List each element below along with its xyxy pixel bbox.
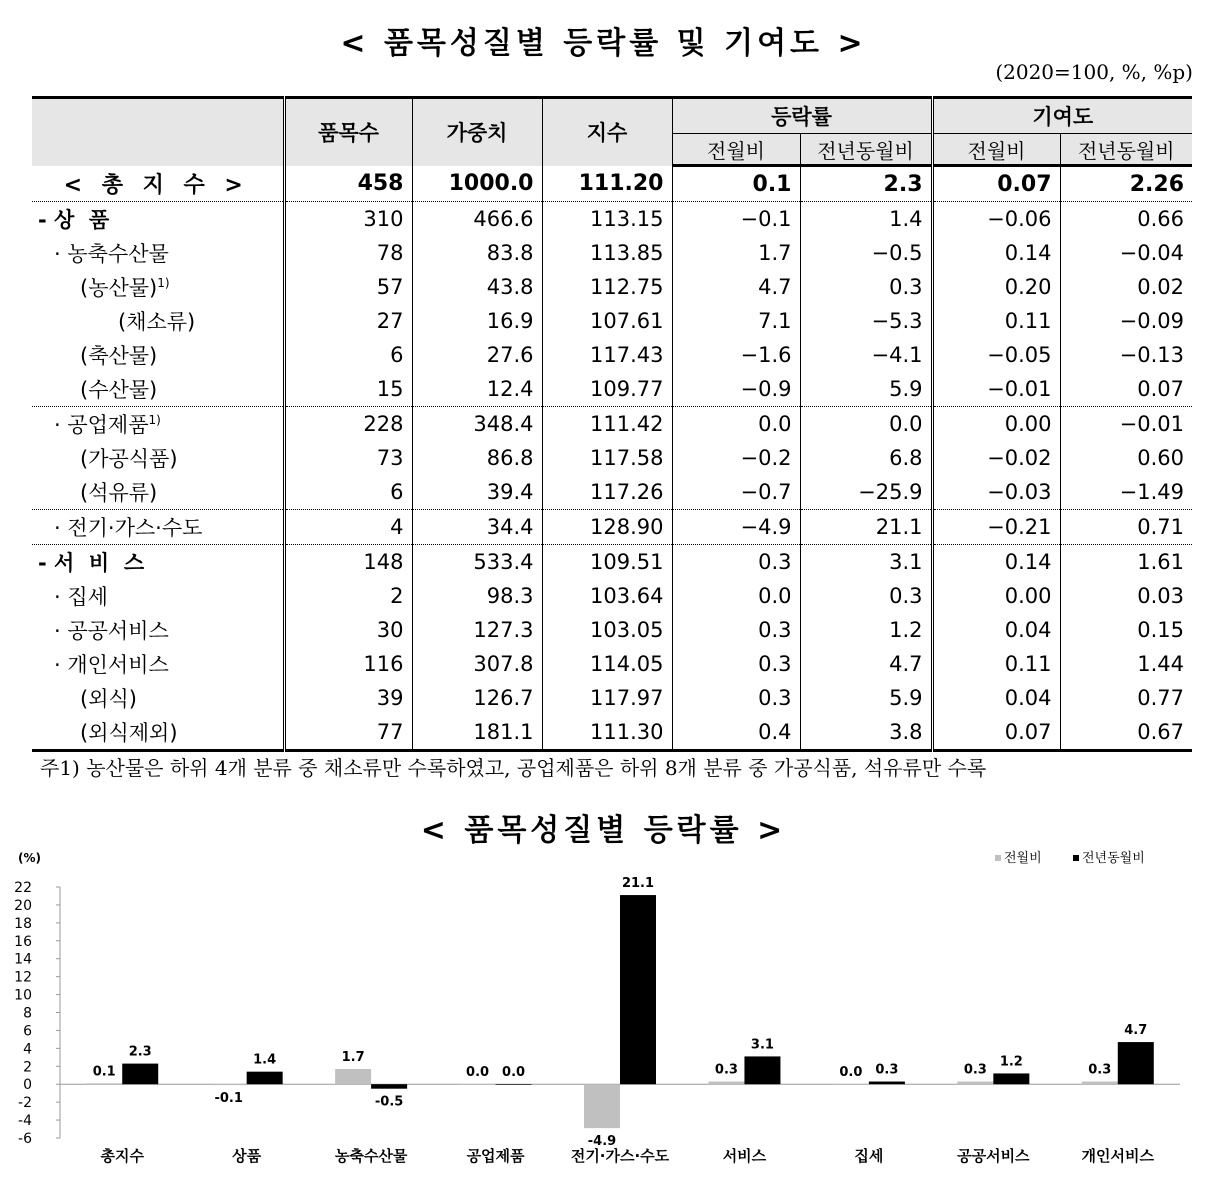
cell-change-mom: 0.0 <box>672 579 800 613</box>
bar-yoy <box>122 1064 158 1085</box>
cell-index: 128.90 <box>542 510 672 545</box>
bar-yoy <box>744 1056 780 1084</box>
cell-change-yoy: 3.1 <box>800 545 932 580</box>
cell-index: 117.58 <box>542 441 672 475</box>
y-tick-label: 6 <box>23 1023 32 1040</box>
cell-contrib-yoy: 1.44 <box>1060 647 1192 681</box>
bar-mom <box>1082 1082 1118 1085</box>
row-label-text: (수산물) <box>80 378 158 402</box>
row-label-text: · 공업제품 <box>54 413 149 437</box>
cell-weight: 98.3 <box>412 579 542 613</box>
cell-contrib-yoy: 0.66 <box>1060 202 1192 237</box>
y-tick-label: 4 <box>23 1041 32 1058</box>
cell-contrib-yoy: 2.26 <box>1060 166 1192 202</box>
y-tick-label: -4 <box>18 1113 32 1130</box>
cell-contrib-mom: −0.05 <box>932 338 1060 372</box>
bar-mom <box>708 1082 744 1085</box>
cell-contrib-mom: −0.06 <box>932 202 1060 237</box>
cell-contrib-yoy: 1.61 <box>1060 545 1192 580</box>
table-row <box>32 475 1192 510</box>
header-change-mom: 전월비 <box>672 134 800 166</box>
cell-count: 30 <box>284 613 412 647</box>
cell-change-mom: −0.7 <box>672 475 800 510</box>
cell-contrib-yoy: −0.09 <box>1060 304 1192 338</box>
cell-change-mom: 0.3 <box>672 681 800 715</box>
data-label: 0.1 <box>92 1064 116 1080</box>
row-label-text: · 전기·가스·수도 <box>54 516 203 540</box>
cell-change-mom: 7.1 <box>672 304 800 338</box>
row-label <box>32 338 284 372</box>
row-label <box>32 270 284 304</box>
y-tick-label: 16 <box>14 933 32 950</box>
data-label: 1.2 <box>999 1054 1023 1070</box>
table-row <box>32 236 1192 270</box>
row-label-text: (석유류) <box>80 481 158 505</box>
cell-weight: 34.4 <box>412 510 542 545</box>
row-label-text: (외식) <box>80 687 137 711</box>
cell-change-yoy: −4.1 <box>800 338 932 372</box>
category-label: 개인서비스 <box>1081 1147 1155 1165</box>
category-label: 집세 <box>854 1147 884 1165</box>
y-axis-label: (%) <box>18 851 41 865</box>
cell-count: 78 <box>284 236 412 270</box>
cell-change-mom: −4.9 <box>672 510 800 545</box>
bar-yoy <box>1118 1042 1154 1084</box>
cell-weight: 466.6 <box>412 202 542 237</box>
cell-index: 111.20 <box>542 166 672 202</box>
header-index: 지수 <box>542 98 672 166</box>
bar-mom <box>957 1082 993 1085</box>
table-row <box>32 613 1192 647</box>
cell-change-yoy: 3.8 <box>800 715 932 751</box>
y-tick-label: 12 <box>14 969 32 986</box>
table-row <box>32 270 1192 304</box>
footnote: 주1) 농산물은 하위 4개 분류 중 채소류만 수록하였고, 공업제품은 하위 8개 분류 중 가공식품, 석유류만 수록 <box>40 756 987 780</box>
y-tick-label: -6 <box>18 1131 32 1147</box>
table-row <box>32 579 1192 613</box>
bar-yoy <box>869 1082 905 1085</box>
row-label-text: (가공식품) <box>80 447 178 471</box>
y-tick-label: 0 <box>23 1077 32 1094</box>
cell-contrib-yoy: −0.04 <box>1060 236 1192 270</box>
header-row <box>32 98 1192 134</box>
category-label: 공업제품 <box>466 1147 525 1165</box>
row-label-text: - 상 품 <box>38 208 110 232</box>
cell-change-mom: −1.6 <box>672 338 800 372</box>
cell-weight: 39.4 <box>412 475 542 510</box>
y-tick-label: 8 <box>23 1005 32 1022</box>
header-weight: 가중치 <box>412 98 542 166</box>
row-label <box>32 579 284 613</box>
cell-change-mom: 1.7 <box>672 236 800 270</box>
footnote-marker: 1) <box>157 276 170 290</box>
cell-contrib-mom: 0.11 <box>932 647 1060 681</box>
chart-title: < 품목성질별 등락률 > <box>420 813 787 848</box>
data-label: 21.1 <box>621 876 655 892</box>
cell-weight: 27.6 <box>412 338 542 372</box>
table-row <box>32 681 1192 715</box>
price-index-table <box>32 96 1192 752</box>
bar-mom <box>584 1084 620 1128</box>
cell-contrib-yoy: 0.02 <box>1060 270 1192 304</box>
cell-count: 310 <box>284 202 412 237</box>
change-rate-bar-chart <box>0 845 1207 1175</box>
cell-count: 4 <box>284 510 412 545</box>
table-row <box>32 510 1192 545</box>
cell-contrib-mom: 0.14 <box>932 545 1060 580</box>
cell-index: 103.05 <box>542 613 672 647</box>
cell-weight: 348.4 <box>412 407 542 442</box>
cell-change-yoy: 2.3 <box>800 166 932 202</box>
cell-index: 111.42 <box>542 407 672 442</box>
cell-contrib-mom: −0.21 <box>932 510 1060 545</box>
bar-yoy <box>993 1073 1029 1084</box>
cell-count: 57 <box>284 270 412 304</box>
data-label: 2.3 <box>128 1044 152 1060</box>
header-contrib-group: 기여도 <box>932 98 1192 134</box>
cell-change-mom: 0.0 <box>672 407 800 442</box>
bar-yoy <box>496 1084 532 1085</box>
cell-contrib-yoy: 0.60 <box>1060 441 1192 475</box>
cell-change-yoy: −5.3 <box>800 304 932 338</box>
row-label <box>32 304 284 338</box>
data-label: 0.3 <box>963 1062 987 1078</box>
legend-label: 전월비 <box>1004 851 1042 866</box>
bar-mom <box>335 1069 371 1084</box>
y-tick-label: -2 <box>18 1095 32 1112</box>
cell-change-yoy: 1.4 <box>800 202 932 237</box>
unit-label: (2020=100, %, %p) <box>995 60 1193 84</box>
table-row-total <box>32 166 1192 202</box>
cell-contrib-yoy: 0.77 <box>1060 681 1192 715</box>
row-label-text: · 집세 <box>54 585 108 609</box>
cell-contrib-mom: 0.00 <box>932 407 1060 442</box>
data-label: 0.0 <box>839 1065 863 1081</box>
row-label <box>32 613 284 647</box>
footnote-marker: 1) <box>148 413 161 427</box>
row-label: < 총 지 수 > <box>32 166 284 202</box>
row-label <box>32 372 284 407</box>
data-label: -0.5 <box>374 1094 404 1110</box>
cell-weight: 127.3 <box>412 613 542 647</box>
table-row <box>32 202 1192 237</box>
row-label-text: · 개인서비스 <box>54 653 169 677</box>
cell-count: 116 <box>284 647 412 681</box>
bar-yoy <box>247 1072 283 1085</box>
row-label-text: (채소류) <box>118 310 196 334</box>
table-row <box>32 407 1192 442</box>
cell-change-mom: −0.1 <box>672 202 800 237</box>
category-label: 공공서비스 <box>957 1147 1030 1165</box>
category-label: 전기·가스·수도 <box>570 1147 670 1165</box>
y-tick-label: 2 <box>23 1059 32 1076</box>
row-label-text: (농산물) <box>80 276 158 300</box>
bar-mom <box>211 1084 247 1085</box>
cell-change-mom: 0.3 <box>672 647 800 681</box>
header-empty <box>32 98 284 166</box>
cell-change-yoy: 21.1 <box>800 510 932 545</box>
table-row <box>32 441 1192 475</box>
y-tick-label: 20 <box>14 897 32 914</box>
cell-index: 113.85 <box>542 236 672 270</box>
cell-count: 39 <box>284 681 412 715</box>
cell-index: 117.97 <box>542 681 672 715</box>
row-label <box>32 202 284 237</box>
cell-count: 77 <box>284 715 412 751</box>
table-row <box>32 715 1192 751</box>
cell-index: 109.51 <box>542 545 672 580</box>
cell-contrib-yoy: −0.13 <box>1060 338 1192 372</box>
cell-weight: 307.8 <box>412 647 542 681</box>
cell-index: 103.64 <box>542 579 672 613</box>
cell-contrib-yoy: −0.01 <box>1060 407 1192 442</box>
cell-weight: 126.7 <box>412 681 542 715</box>
legend-swatch <box>995 855 1001 861</box>
cell-weight: 181.1 <box>412 715 542 751</box>
row-label-text: (외식제외) <box>80 721 178 745</box>
cell-change-yoy: 0.0 <box>800 407 932 442</box>
category-label: 상품 <box>232 1147 262 1165</box>
cell-count: 228 <box>284 407 412 442</box>
cell-contrib-yoy: 0.71 <box>1060 510 1192 545</box>
row-label <box>32 407 284 442</box>
cell-index: 111.30 <box>542 715 672 751</box>
cell-contrib-mom: 0.07 <box>932 166 1060 202</box>
cell-change-yoy: 4.7 <box>800 647 932 681</box>
data-label: 0.0 <box>466 1065 490 1081</box>
cell-count: 27 <box>284 304 412 338</box>
cell-change-yoy: −0.5 <box>800 236 932 270</box>
cell-contrib-yoy: 0.03 <box>1060 579 1192 613</box>
cell-contrib-mom: −0.03 <box>932 475 1060 510</box>
cell-change-yoy: 0.3 <box>800 270 932 304</box>
table-row <box>32 545 1192 580</box>
table-title: < 품목성질별 등락률 및 기여도 > <box>340 26 867 61</box>
header-change-group: 등락률 <box>672 98 932 134</box>
data-label: 4.7 <box>1124 1023 1148 1039</box>
bar-yoy <box>371 1084 407 1088</box>
category-label: 총지수 <box>100 1147 144 1165</box>
header-contrib-yoy: 전년동월비 <box>1060 134 1192 166</box>
data-label: 0.3 <box>1088 1062 1112 1078</box>
cell-weight: 43.8 <box>412 270 542 304</box>
cell-contrib-mom: 0.07 <box>932 715 1060 751</box>
cell-change-yoy: 0.3 <box>800 579 932 613</box>
cell-change-yoy: 1.2 <box>800 613 932 647</box>
table-row <box>32 372 1192 407</box>
y-tick-label: 14 <box>14 951 32 968</box>
cell-contrib-yoy: 0.67 <box>1060 715 1192 751</box>
cell-contrib-mom: 0.11 <box>932 304 1060 338</box>
cell-weight: 533.4 <box>412 545 542 580</box>
row-label <box>32 647 284 681</box>
row-label-text: · 공공서비스 <box>54 619 169 643</box>
cell-count: 458 <box>284 166 412 202</box>
data-label: 3.1 <box>750 1037 774 1053</box>
cell-contrib-yoy: 0.15 <box>1060 613 1192 647</box>
cell-contrib-mom: 0.00 <box>932 579 1060 613</box>
cell-index: 112.75 <box>542 270 672 304</box>
header-contrib-mom: 전월비 <box>932 134 1060 166</box>
cell-contrib-mom: 0.04 <box>932 613 1060 647</box>
cell-count: 6 <box>284 338 412 372</box>
cell-change-yoy: 5.9 <box>800 372 932 407</box>
cell-change-mom: −0.2 <box>672 441 800 475</box>
data-label: 0.3 <box>714 1062 738 1078</box>
cell-change-mom: 0.3 <box>672 545 800 580</box>
row-label <box>32 715 284 751</box>
cell-change-mom: 0.3 <box>672 613 800 647</box>
row-label <box>32 545 284 580</box>
cell-count: 6 <box>284 475 412 510</box>
data-label: -0.1 <box>214 1091 243 1107</box>
cell-contrib-mom: −0.02 <box>932 441 1060 475</box>
category-label: 서비스 <box>722 1147 767 1165</box>
cell-change-mom: 0.1 <box>672 166 800 202</box>
cell-index: 113.15 <box>542 202 672 237</box>
cell-index: 114.05 <box>542 647 672 681</box>
row-label-text: (축산물) <box>80 344 158 368</box>
cell-weight: 1000.0 <box>412 166 542 202</box>
cell-weight: 16.9 <box>412 304 542 338</box>
cell-contrib-mom: 0.04 <box>932 681 1060 715</box>
bar-mom <box>460 1084 496 1085</box>
category-label: 농축수산물 <box>334 1147 408 1165</box>
cell-contrib-mom: 0.20 <box>932 270 1060 304</box>
legend-swatch <box>1073 855 1079 861</box>
row-label <box>32 475 284 510</box>
cell-contrib-yoy: 0.07 <box>1060 372 1192 407</box>
table-row <box>32 338 1192 372</box>
row-label <box>32 681 284 715</box>
cell-weight: 83.8 <box>412 236 542 270</box>
cell-contrib-mom: −0.01 <box>932 372 1060 407</box>
y-tick-label: 22 <box>14 880 32 896</box>
cell-change-mom: −0.9 <box>672 372 800 407</box>
data-label: 0.3 <box>875 1062 899 1078</box>
cell-change-mom: 4.7 <box>672 270 800 304</box>
cell-count: 15 <box>284 372 412 407</box>
data-label: 1.7 <box>341 1049 365 1065</box>
cell-weight: 12.4 <box>412 372 542 407</box>
cell-change-yoy: 6.8 <box>800 441 932 475</box>
cell-index: 109.77 <box>542 372 672 407</box>
bar-mom <box>86 1083 122 1084</box>
data-label: 0.0 <box>502 1065 526 1081</box>
legend-label: 전년동월비 <box>1082 851 1145 866</box>
data-label: -4.9 <box>587 1134 617 1150</box>
row-label <box>32 441 284 475</box>
table-row <box>32 647 1192 681</box>
cell-change-yoy: 5.9 <box>800 681 932 715</box>
cell-count: 2 <box>284 579 412 613</box>
row-label <box>32 236 284 270</box>
bar-mom <box>833 1084 869 1085</box>
cell-index: 117.26 <box>542 475 672 510</box>
cell-count: 73 <box>284 441 412 475</box>
row-label <box>32 510 284 545</box>
row-label-text: - 서 비 스 <box>38 551 145 575</box>
cell-count: 148 <box>284 545 412 580</box>
cell-contrib-mom: 0.14 <box>932 236 1060 270</box>
table-row <box>32 304 1192 338</box>
cell-index: 117.43 <box>542 338 672 372</box>
cell-contrib-yoy: −1.49 <box>1060 475 1192 510</box>
header-change-yoy: 전년동월비 <box>800 134 932 166</box>
y-tick-label: 10 <box>14 987 32 1004</box>
header-count: 품목수 <box>284 98 412 166</box>
y-tick-label: 18 <box>14 915 32 932</box>
row-label-text: · 농축수산물 <box>54 242 169 266</box>
data-label: 1.4 <box>253 1052 277 1068</box>
cell-weight: 86.8 <box>412 441 542 475</box>
bar-yoy <box>620 895 656 1084</box>
cell-change-yoy: −25.9 <box>800 475 932 510</box>
cell-change-mom: 0.4 <box>672 715 800 751</box>
cell-index: 107.61 <box>542 304 672 338</box>
